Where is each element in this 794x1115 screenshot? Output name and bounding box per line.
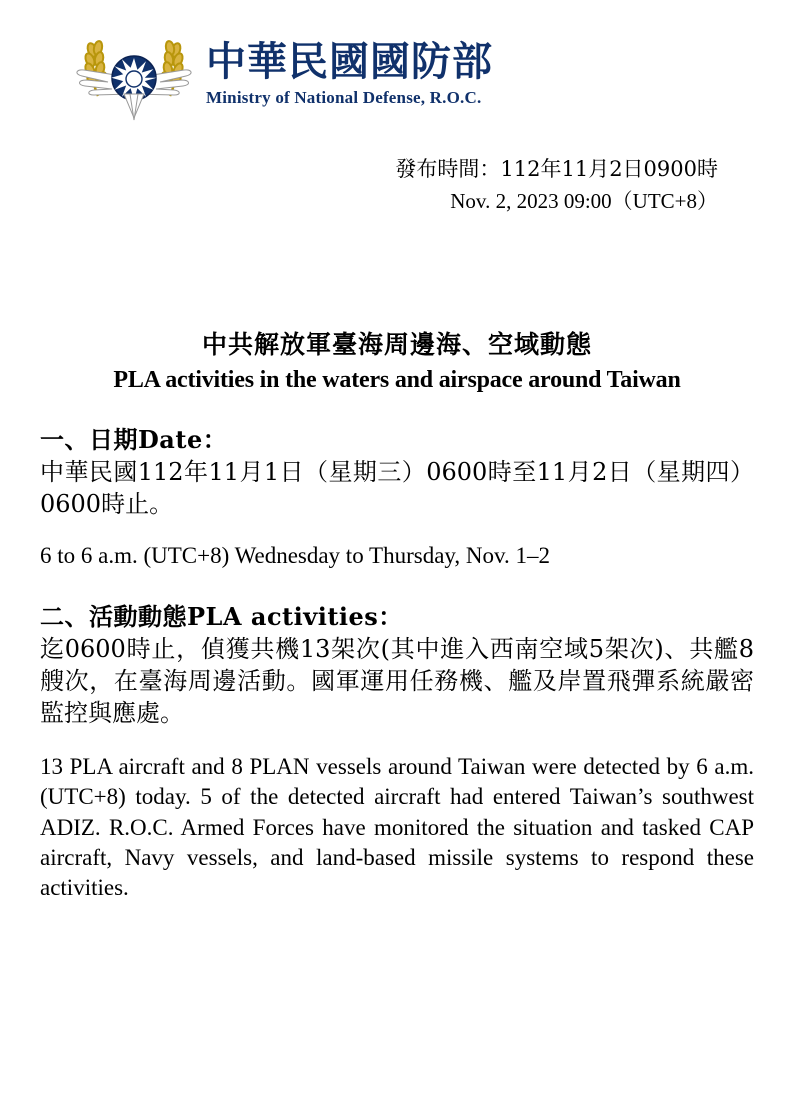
ministry-name-cn: 中華民國國防部 xyxy=(206,38,493,85)
page-title-en: PLA activities in the waters and airspace around Taiwan xyxy=(113,367,681,393)
ministry-name-en: Ministry of National Defense, R.O.C. xyxy=(206,88,482,107)
section-date-en: 6 to 6 a.m. (UTC+8) Wednesday to Thursday, Nov. 1–2 xyxy=(40,542,551,568)
ministry-titles xyxy=(206,40,493,108)
section-activities-en: 13 PLA aircraft and 8 PLAN vessels around Taiwan were detected by 6 a.m.(UTC+8) today. 5 of the detected aircraft had entered Taiwan’s southwest ADIZ. R.O.C. Armed Forces have monitored the situation and tasked CAP aircraft, Navy vessels, and land-based missile systems to respond these activities. xyxy=(40,753,754,901)
mnd-roc-emblem-icon xyxy=(68,26,200,122)
section-activities-heading: 二、活動動態PLA activities： xyxy=(40,602,403,632)
section-date-heading: 一、日期Date： xyxy=(40,425,228,454)
document-header xyxy=(28,0,766,122)
page-title xyxy=(28,325,766,394)
section-activities-cn: 迄0600時止，偵獲共機13架次(其中進入西南空域5架次)、共艦8艘次，在臺海周邊活動。國軍運用任務機、艦及岸置飛彈系統嚴密監控與應處。 xyxy=(40,635,754,727)
release-time-en: Nov. 2, 2023 09:00（UTC+8） xyxy=(450,188,718,213)
section-date-cn: 中華民國112年11月1日（星期三）0600時至11月2日（星期四）0600時止。 xyxy=(40,458,754,518)
page-title-cn: 中共解放軍臺海周邊海、空域動態 xyxy=(201,330,592,359)
section-date xyxy=(28,420,766,571)
release-time-block xyxy=(28,154,766,217)
section-activities xyxy=(28,597,766,904)
release-time-cn: 發布時間：112年11月2日0900時 xyxy=(395,157,718,181)
